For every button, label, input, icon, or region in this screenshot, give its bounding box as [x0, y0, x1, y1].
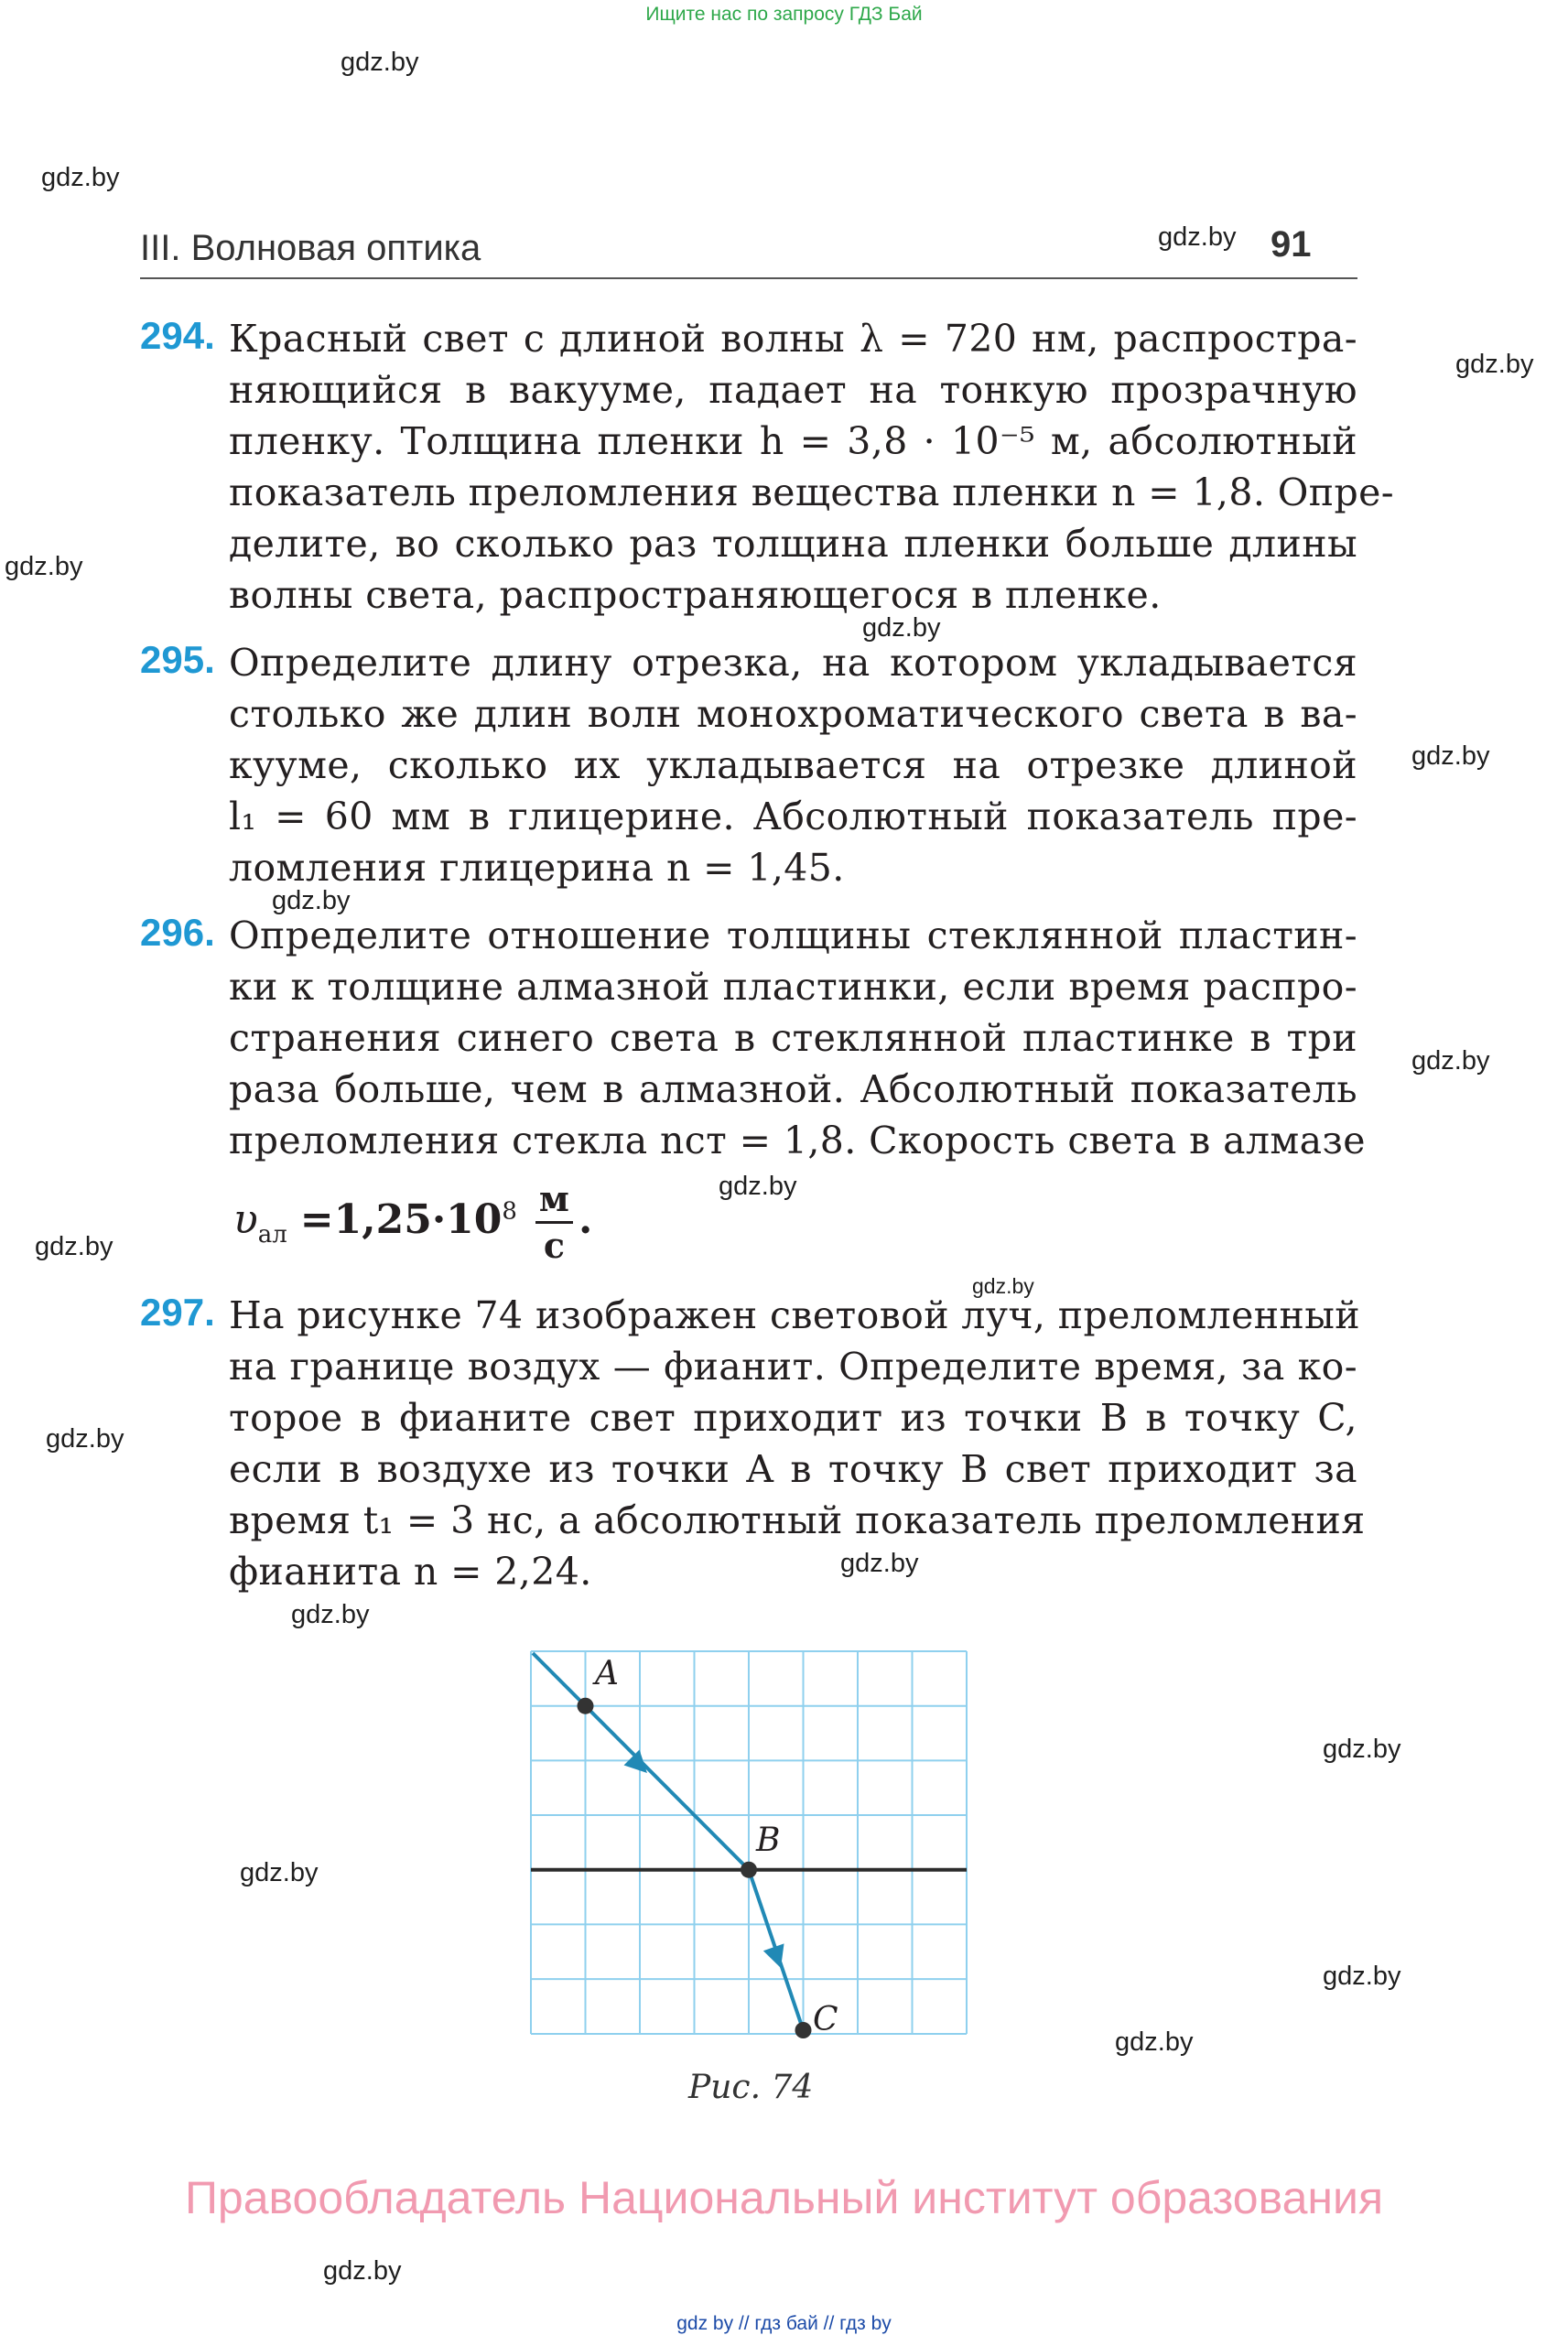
- formula-symbol: υ: [233, 1196, 258, 1243]
- point-a-dot: [578, 1698, 594, 1714]
- problem-number: 296.: [140, 911, 215, 954]
- text-line: Определите отношение толщины стеклянной пластин-: [229, 914, 1357, 957]
- text-line: торое в фианите свет приходит из точки B в точку C,: [229, 1396, 1357, 1440]
- watermark: gdz.by: [1158, 222, 1237, 252]
- point-c-dot: [795, 2022, 812, 2038]
- formula-exponent: 8: [502, 1197, 517, 1226]
- header-rule: [140, 277, 1357, 279]
- text-line: преломления стекла nст = 1,8. Скорость света в алмазе: [229, 1119, 1366, 1162]
- text-line: раза больше, чем в алмазной. Абсолютный показатель: [229, 1067, 1357, 1111]
- grid: [531, 1651, 967, 2034]
- text-line: кууме, сколько их укладывается на отрезке длиной: [229, 743, 1357, 787]
- text-line: На рисунке 74 изображен световой луч, преломленный: [229, 1293, 1360, 1337]
- page-number: 91: [1271, 224, 1312, 265]
- text-line: показатель преломления вещества пленки n = 1,8. Опре-: [229, 470, 1395, 514]
- watermark: gdz.by: [719, 1172, 797, 1201]
- watermark: gdz.by: [862, 613, 941, 643]
- watermark: gdz.by: [272, 886, 351, 915]
- text-line: Определите длину отрезка, на котором укладывается: [229, 641, 1357, 685]
- point-b-dot: [741, 1862, 757, 1878]
- text-line: столько же длин волн монохроматического света в ва-: [229, 692, 1357, 736]
- footer-links[interactable]: gdz by // гдз бай // гдз by: [676, 2313, 892, 2334]
- text-line: если в воздухе из точки A в точку B свет приходит за: [229, 1447, 1357, 1491]
- top-search-hint[interactable]: Ищите нас по запросу ГДЗ Бай: [645, 4, 923, 25]
- text-line: фианита n = 2,24.: [229, 1550, 592, 1594]
- text-line: волны света, распространяющегося в пленке.: [229, 573, 1162, 617]
- watermark: gdz.by: [1323, 1962, 1401, 1991]
- text-line: пленку. Толщина пленки h = 3,8 · 10⁻⁵ м, абсолютный: [229, 419, 1357, 463]
- point-a-label: A: [595, 1655, 619, 1692]
- watermark: gdz.by: [1323, 1735, 1401, 1764]
- figure-caption: Рис. 74: [688, 2069, 814, 2106]
- watermark: gdz.by: [1455, 350, 1534, 379]
- text-line: l₁ = 60 мм в глицерине. Абсолютный показатель пре-: [229, 795, 1357, 838]
- text-line: Красный свет с длиной волны λ = 720 нм, распростра-: [229, 317, 1357, 361]
- problem-number: 295.: [140, 638, 215, 681]
- watermark: gdz.by: [5, 552, 83, 581]
- watermark: gdz.by: [46, 1424, 124, 1454]
- watermark: gdz.by: [1115, 2027, 1194, 2057]
- watermark: gdz.by: [323, 2256, 402, 2286]
- text-line: ки к толщине алмазной пластинки, если время распро-: [229, 965, 1357, 1009]
- formula-value: =1,25·10: [299, 1196, 503, 1243]
- unit-fraction: [535, 1177, 573, 1268]
- problem-number: 297.: [140, 1291, 215, 1334]
- unit-numerator: м: [535, 1177, 573, 1224]
- watermark: gdz.by: [1411, 741, 1490, 771]
- watermark: gdz.by: [291, 1600, 370, 1629]
- text-line: странения синего света в стеклянной пластинке в три: [229, 1016, 1357, 1060]
- formula-end: .: [578, 1196, 593, 1243]
- watermark: gdz.by: [341, 48, 419, 77]
- copyright-notice: Правообладатель Национальный институт образования: [184, 2172, 1384, 2223]
- section-title: III. Волновая оптика: [140, 228, 481, 268]
- watermark: gdz.by: [972, 1274, 1034, 1298]
- watermark: gdz.by: [240, 1858, 319, 1887]
- point-c-label: C: [813, 2001, 838, 2038]
- watermark: gdz.by: [1411, 1046, 1490, 1076]
- refraction-figure: [522, 1631, 979, 2052]
- text-line: время t₁ = 3 нс, а абсолютный показатель преломления: [229, 1498, 1366, 1542]
- unit-denominator: с: [543, 1225, 565, 1266]
- watermark: gdz.by: [35, 1232, 114, 1261]
- text-line: няющийся в вакууме, падает на тонкую прозрачную: [229, 368, 1357, 412]
- text-line: делите, во сколько раз толщина пленки больше длины: [229, 522, 1357, 566]
- ray-arrow-icon: [763, 1943, 792, 1972]
- watermark: gdz.by: [41, 163, 120, 192]
- formula-subscript: ал: [257, 1220, 287, 1249]
- watermark: gdz.by: [840, 1549, 919, 1578]
- text-line: ломления глицерина n = 1,45.: [229, 846, 845, 890]
- point-b-label: B: [756, 1822, 781, 1859]
- text-line: на границе воздух — фианит. Определите время, за ко-: [229, 1345, 1357, 1389]
- problem-number: 294.: [140, 314, 215, 357]
- speed-formula: [233, 1177, 592, 1268]
